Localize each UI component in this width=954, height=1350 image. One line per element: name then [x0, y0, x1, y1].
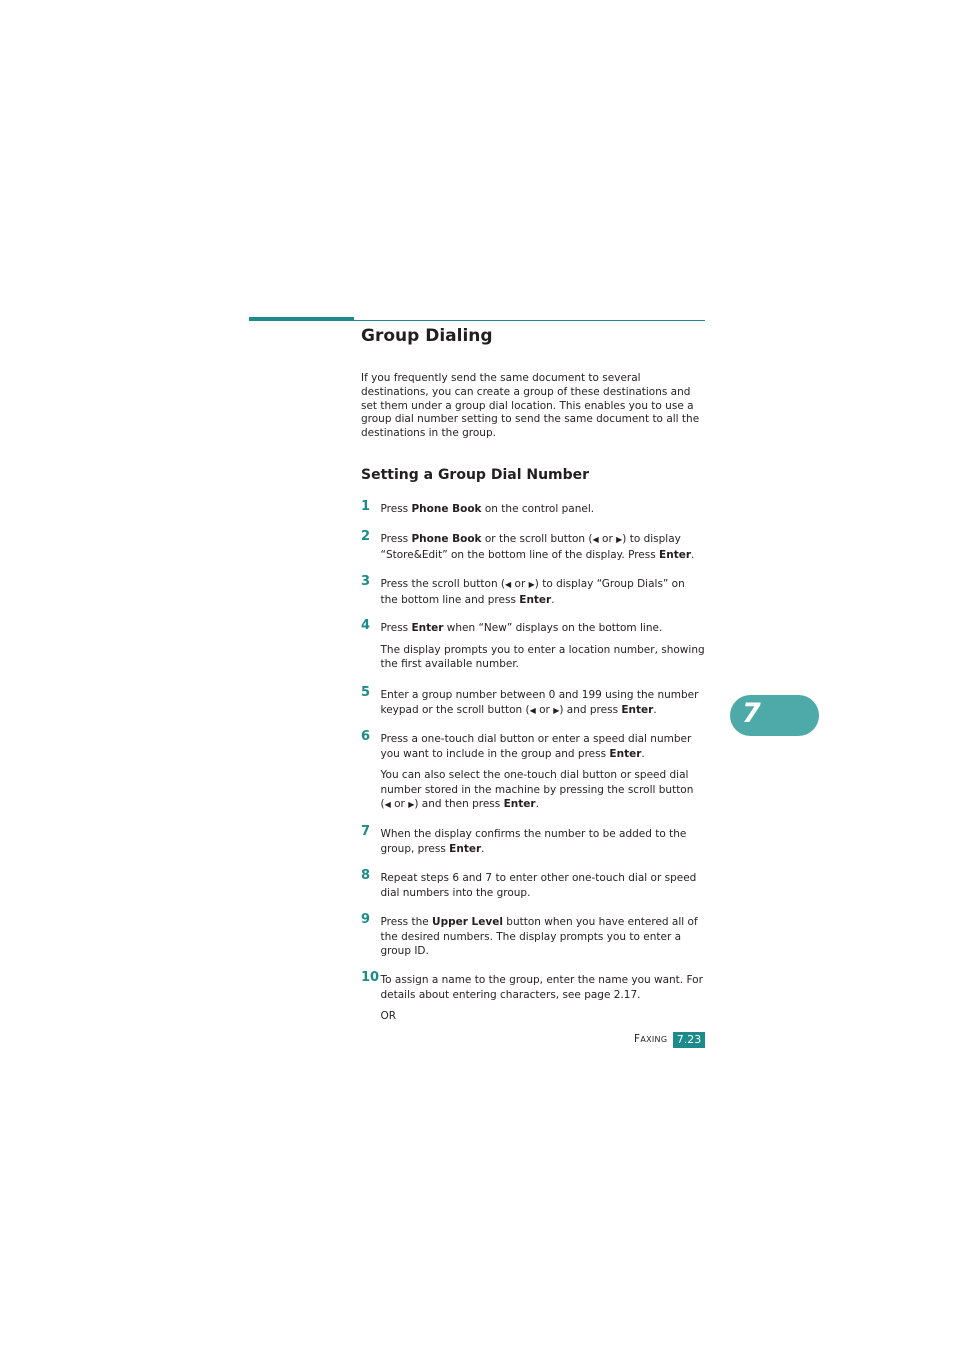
- right-arrow-icon: ▶: [553, 705, 560, 715]
- step-5: [361, 685, 705, 718]
- step-text: Press the Upper Level button when you have entered all of the desired numbers. The display prompts you to enter a group ID.: [380, 916, 698, 957]
- step-3: [361, 574, 705, 607]
- step-text: Repeat steps 6 and 7 to enter other one-touch dial or speed dial numbers into the group.: [380, 872, 697, 899]
- step-number: 5: [361, 685, 371, 700]
- step-number: 3: [361, 574, 371, 589]
- left-arrow-icon: ◀: [592, 535, 599, 544]
- step-4: [361, 618, 705, 672]
- step-number: 7: [361, 824, 371, 839]
- step-1: [361, 499, 705, 517]
- step-text: Press Phone Book or the scroll button (◀ or ▶) to display “Store&Edit” on the bottom line of the display. Press Enter.: [380, 533, 695, 561]
- left-arrow-icon: ◀: [505, 580, 512, 589]
- step-number: 4: [361, 618, 371, 633]
- step-number: 2: [361, 529, 371, 544]
- step-6: [361, 729, 705, 813]
- step-2: [361, 529, 705, 562]
- left-arrow-icon: ◀: [529, 705, 536, 715]
- right-arrow-icon: ▶: [408, 800, 415, 809]
- step-number: 6: [361, 729, 371, 744]
- step-7: [361, 824, 705, 856]
- step-text: Enter a group number between 0 and 199 using the number keypad or the scroll button (◀ or ▶) and press Enter.: [380, 689, 699, 716]
- subsection-title: Setting a Group Dial Number: [361, 467, 590, 483]
- step-text: To assign a name to the group, enter the name you want. For details about entering characters, see page 2.17.: [380, 974, 703, 1001]
- header-rule-thick: [249, 317, 354, 321]
- step-10: [361, 970, 705, 1024]
- step-number: 10: [361, 970, 380, 985]
- page-number-badge: 7.23: [673, 1032, 705, 1048]
- step-note: OR: [380, 1010, 397, 1022]
- right-arrow-icon: ▶: [528, 580, 535, 589]
- section-title: Group Dialing: [361, 326, 493, 346]
- step-text: Press Phone Book on the control panel.: [380, 503, 595, 515]
- step-text: Press the scroll button (◀ or ▶) to display “Group Dials” on the bottom line and press Enter.: [380, 578, 685, 606]
- footer-section-name: FAXING: [634, 1033, 668, 1045]
- left-arrow-icon: ◀: [384, 800, 391, 809]
- step-number: 9: [361, 912, 371, 927]
- step-9: [361, 912, 705, 959]
- chapter-tab: [730, 695, 819, 736]
- step-text: When the display confirms the number to be added to the group, press Enter.: [380, 828, 687, 855]
- right-arrow-icon: ▶: [616, 535, 623, 544]
- header-rule-thin: [354, 320, 705, 321]
- chapter-number: 7: [742, 698, 761, 729]
- step-note: The display prompts you to enter a location number, showing the first available number.: [380, 643, 705, 670]
- step-note: You can also select the one-touch dial button or speed dial number stored in the machine by pressing the scroll button (◀ or ▶) and then press Enter.: [380, 769, 694, 810]
- step-8: [361, 868, 705, 900]
- intro-paragraph: If you frequently send the same document to several destinations, you can create a group of these destinations and set them under a group dial location. This enables you to use a group dial number setting to send the same document to all the destinations in the group.: [361, 372, 700, 440]
- step-text: Press a one-touch dial button or enter a speed dial number you want to include in the group and press Enter.: [380, 733, 692, 760]
- step-number: 1: [361, 499, 371, 514]
- step-number: 8: [361, 868, 371, 883]
- step-text: Press Enter when “New” displays on the bottom line.: [380, 622, 663, 634]
